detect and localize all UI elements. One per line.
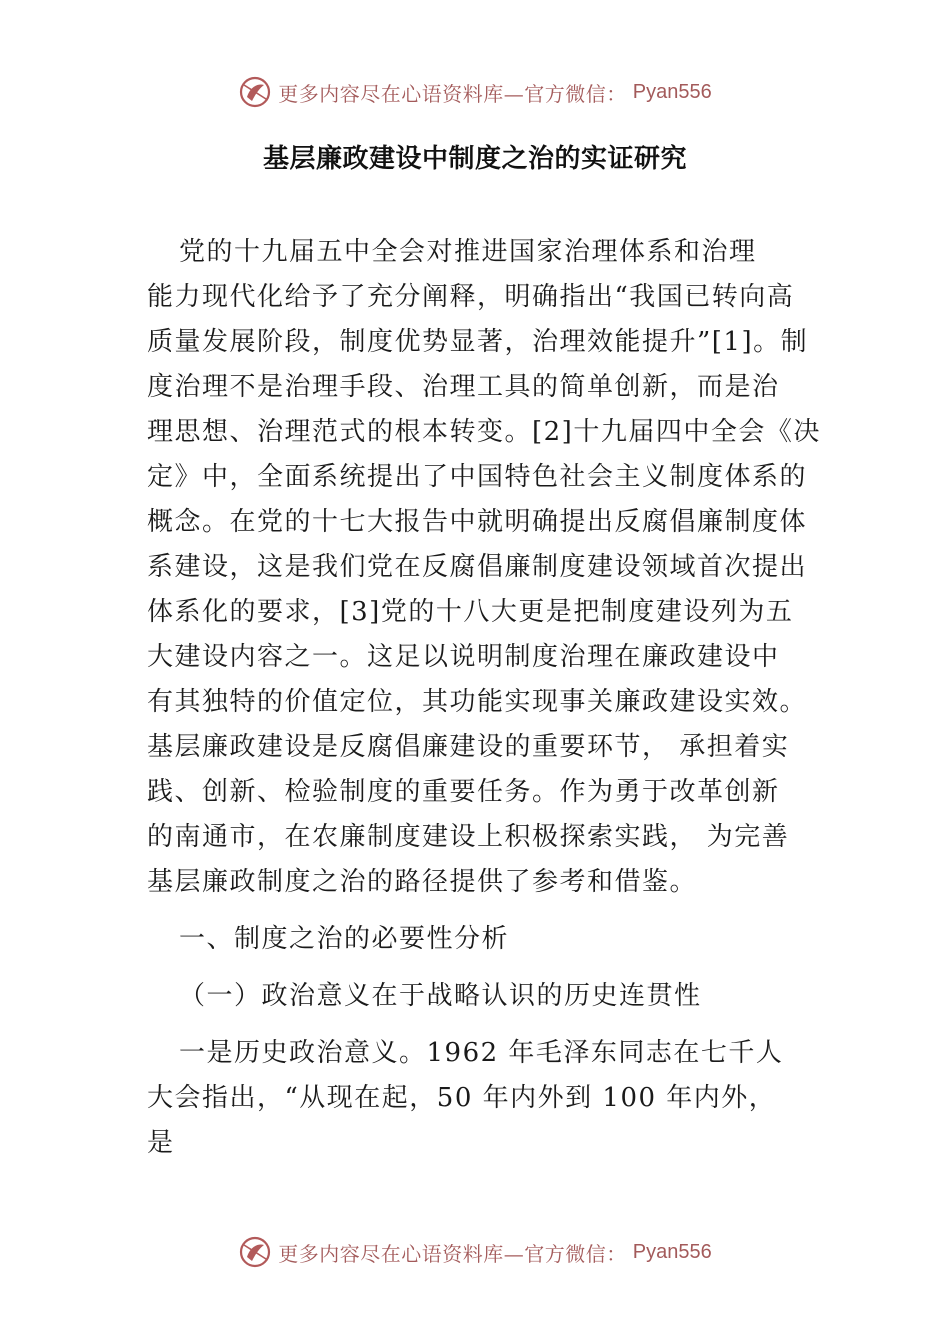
text-line: 能力现代化给予了充分阐释，明确指出“我国已转向高 — [147, 282, 795, 312]
text-line: 有其独特的价值定位，其功能实现事关廉政建设实效。 — [147, 687, 808, 717]
text-line: 基层廉政建设是反腐倡廉建设的重要环节， 承担着实 — [147, 732, 790, 762]
watermark-footer — [0, 1232, 950, 1272]
text-line: 定》中，全面系统提出了中国特色社会主义制度体系的 — [147, 462, 808, 492]
text-line: 是 — [147, 1128, 175, 1158]
document-body — [147, 230, 827, 1166]
paragraph-1 — [147, 230, 827, 905]
text-line: 度治理不是治理手段、治理工具的简单创新，而是治 — [147, 372, 780, 402]
text-line: 理思想、治理范式的根本转变。[2]十九届四中全会《决 — [147, 417, 821, 447]
document-title: 基层廉政建设中制度之治的实证研究 — [262, 144, 687, 174]
text-line: 体系化的要求，[3]党的十八大更是把制度建设列为五 — [147, 597, 794, 627]
watermark-handle: Pyan556 — [632, 80, 712, 103]
text-line: 基层廉政制度之治的路径提供了参考和借鉴。 — [147, 867, 698, 897]
text-line: 大会指出，“从现在起，50 年内外到 100 年内外， — [147, 1083, 777, 1113]
paragraph-2 — [147, 1031, 827, 1166]
brand-logo-icon — [238, 75, 272, 109]
watermark-handle: Pyan556 — [632, 1240, 712, 1263]
text-line: 系建设，这是我们党在反腐倡廉制度建设领域首次提出 — [147, 552, 808, 582]
section-heading: 一、制度之治的必要性分析 — [179, 924, 510, 954]
text-line: 的南通市，在农廉制度建设上积极探索实践， 为完善 — [147, 822, 790, 852]
text-line: 质量发展阶段，制度优势显著，治理效能提升”[1]。制 — [147, 327, 809, 357]
watermark-text: 更多内容尽在心语资料库—官方微信： — [278, 81, 627, 106]
watermark-header — [0, 72, 950, 112]
text-line: 一是历史政治意义。1962 年毛泽东同志在七千人 — [179, 1038, 784, 1068]
text-line: 践、创新、检验制度的重要任务。作为勇于改革创新 — [147, 777, 780, 807]
text-line: 大建设内容之一。这足以说明制度治理在廉政建设中 — [147, 642, 780, 672]
brand-logo-icon — [238, 1235, 272, 1269]
text-line: 党的十九届五中全会对推进国家治理体系和治理 — [179, 237, 757, 267]
subsection-heading: （一）政治意义在于战略认识的历史连贯性 — [179, 981, 702, 1011]
watermark-text: 更多内容尽在心语资料库—官方微信： — [278, 1241, 627, 1266]
text-line: 概念。在党的十七大报告中就明确提出反腐倡廉制度体 — [147, 507, 808, 537]
